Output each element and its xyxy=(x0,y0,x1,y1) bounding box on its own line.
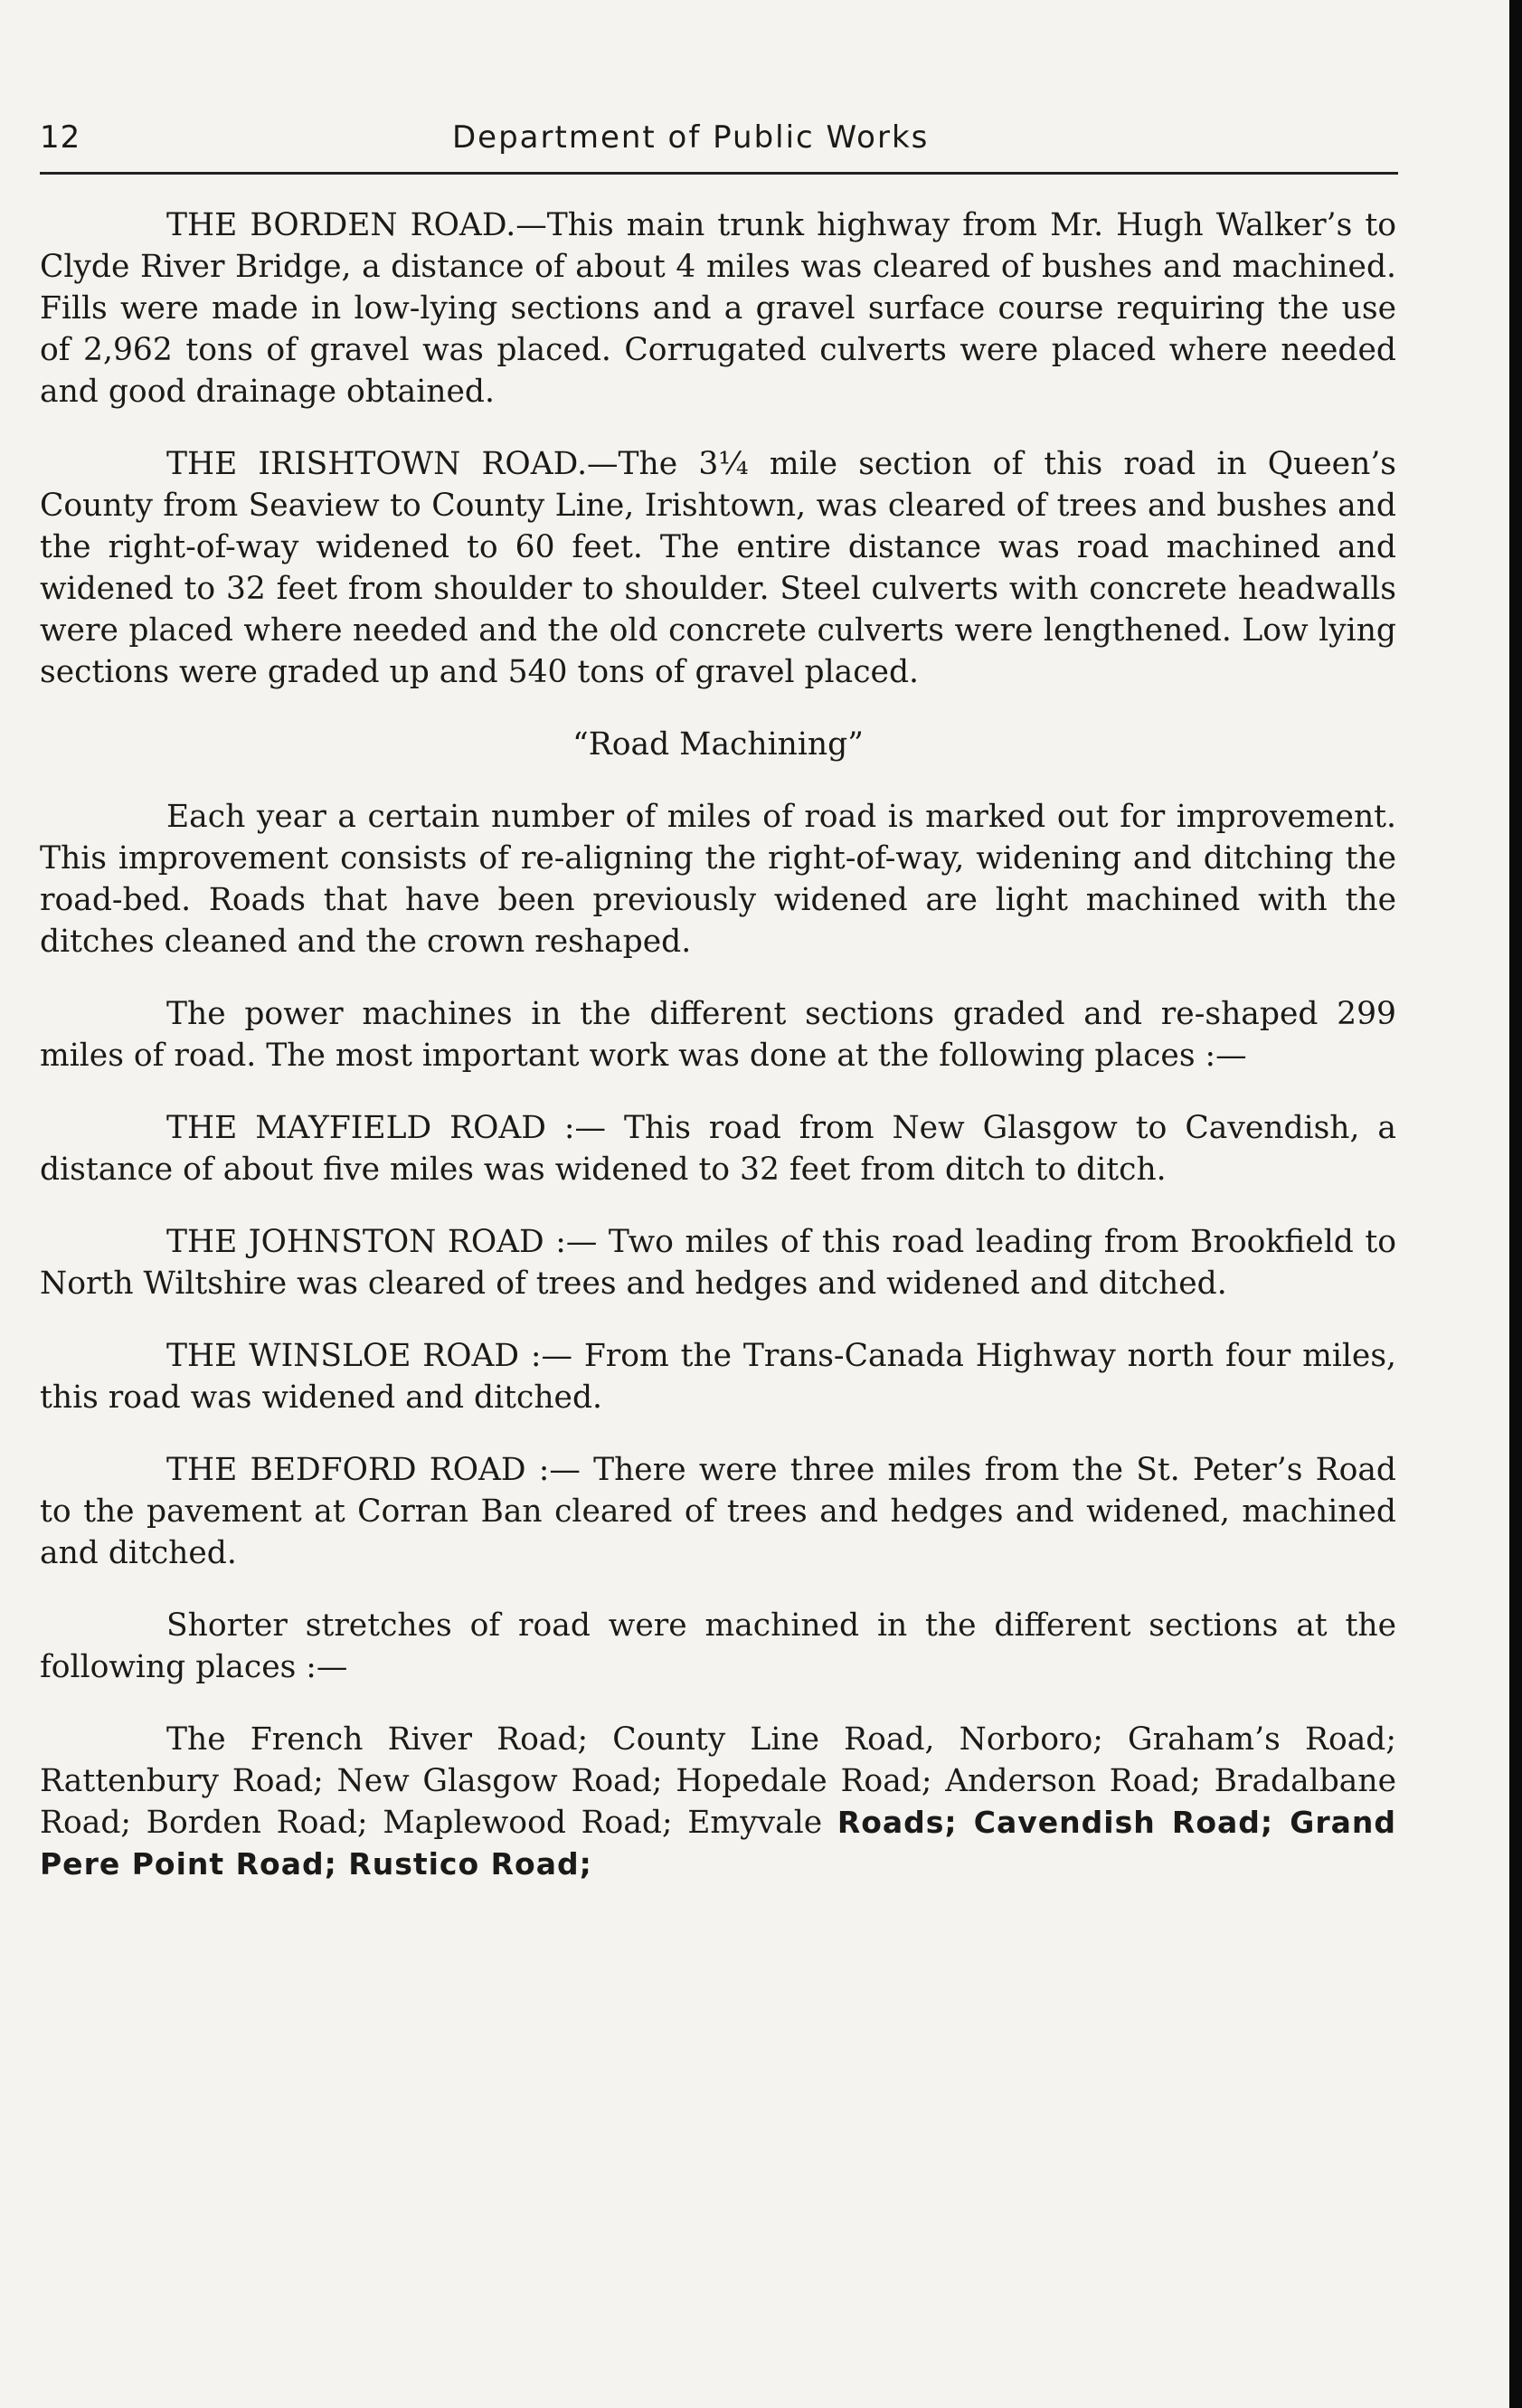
paragraph-winsloe-road: THE WINSLOE ROAD :— From the Trans-Canada Highway north four miles, this road was widened and ditched. xyxy=(40,1338,1396,1416)
page-number: 12 xyxy=(40,119,81,156)
paragraph-mayfield-road: THE MAYFIELD ROAD :— This road from New Glasgow to Cavendish, a distance of about five miles was widened to 32 feet from ditch to ditch. xyxy=(40,1110,1396,1188)
page-header xyxy=(40,112,1396,166)
paragraph-each-year: Each year a certain number of miles of road is marked out for improvement. This improvement consists of re-aligning the right-of-way, widening and ditching the road-bed. Roads that have been previously widened are light machined with the ditches cleaned and the crown reshaped. xyxy=(40,799,1396,960)
paragraph-power-machines: The power machines in the different sections graded and re-shaped 299 miles of road. The most important work was done at the following places :— xyxy=(40,996,1396,1074)
body-text xyxy=(40,204,1396,1885)
section-heading-road-machining: “Road Machining” xyxy=(572,726,864,763)
paragraph-johnston-road: THE JOHNSTON ROAD :— Two miles of this road leading from Brookfield to North Wiltshire was cleared of trees and hedges and widened and ditched. xyxy=(40,1224,1396,1302)
paragraph-borden-road: THE BORDEN ROAD.—This main trunk highway from Mr. Hugh Walker’s to Clyde River Bridge, a distance of about 4 miles was cleared of bushes and machined. Fills were made in low-lying sections and a gravel surface course requiring the use of 2,962 tons of gravel was placed. Corrugated culverts were placed where needed and good drainage obtained. xyxy=(40,207,1396,410)
running-head: Department of Public Works xyxy=(452,119,930,156)
paragraph-bedford-road: THE BEDFORD ROAD :— There were three miles from the St. Peter’s Road to the pavement at Corran Ban cleared of trees and hedges and widened, machined and ditched. xyxy=(40,1452,1396,1571)
paragraph-road-list xyxy=(40,1719,1396,1885)
paragraph-irishtown-road: THE IRISHTOWN ROAD.—The 3¼ mile section of this road in Queen’s County from Seaview to County Line, Irishtown, was cleared of trees and bushes and the right-of-way widened to 60 feet. The entire distance was road machined and widened to 32 feet from shoulder to shoulder. Steel culverts with concrete headwalls were placed where needed and the old concrete culverts were lengthened. Low lying sections were graded up and 540 tons of gravel placed. xyxy=(40,446,1396,690)
road-list-main: The French River Road; County Line Road, Norboro; Graham’s Road; Rattenbury Road; New Glasgow Road; Hopedale Road; Anderson Road; Bradalbane Road; Borden Road; Maplewood Road; Emyvale xyxy=(40,1721,1396,1841)
header-rule xyxy=(40,172,1398,175)
road-list-bold: Roads; Cavendish Road; Grand Pere Point Road; Rustico Road; xyxy=(40,1805,1396,1882)
paragraph-shorter-stretches: Shorter stretches of road were machined in the different sections at the following places :— xyxy=(40,1607,1396,1685)
scan-edge xyxy=(1509,0,1522,2408)
